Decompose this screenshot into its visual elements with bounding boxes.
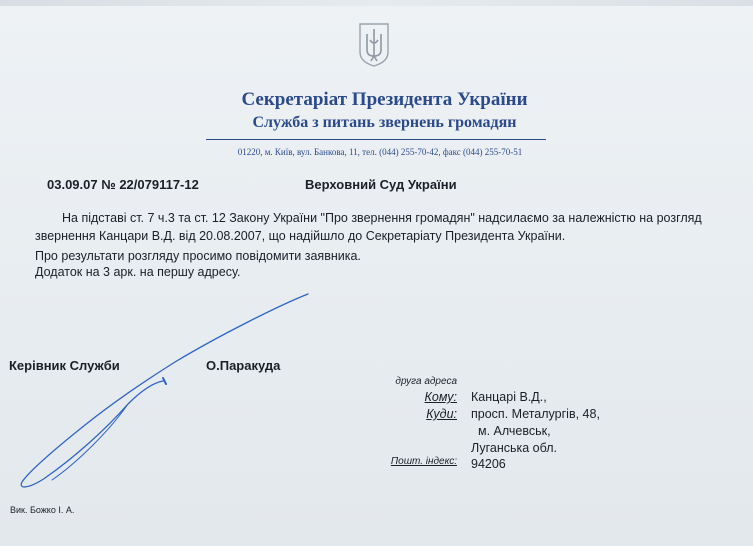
organization-title: Секретаріат Президента України — [241, 89, 528, 110]
addressee: Верховний Суд України — [305, 177, 457, 192]
second-address-caption: друга адреса — [395, 376, 457, 387]
recipient-label: Кому: — [424, 390, 457, 404]
body-paragraph-1-line-1: На підставі ст. 7 ч.3 та ст. 12 Закону України "Про звернення громадян" надсилаємо за належністю на розгляд — [62, 211, 702, 225]
destination-label: Куди: — [426, 407, 457, 421]
service-title: Служба з питань звернень громадян — [252, 114, 517, 131]
postal-code-label: Пошт. індекс: — [390, 456, 457, 467]
document-reference: 03.09.07 № 22/079117-12 — [47, 177, 199, 192]
recipient-street: просп. Металургів, 48, — [471, 407, 600, 421]
recipient-region: Луганська обл. — [471, 441, 557, 455]
recipient-name: Канцарі В.Д., — [471, 390, 547, 404]
body-paragraph-2: Про результати розгляду просимо повідомити заявника. — [35, 249, 361, 263]
recipient-city: м. Алчевськ, — [478, 424, 551, 438]
signatory-title: Керівник Служби — [9, 358, 120, 373]
recipient-postal-code: 94206 — [471, 457, 506, 471]
executor-note: Вик. Божко І. А. — [10, 505, 75, 515]
body-paragraph-1-line-2: звернення Канцари В.Д. від 20.08.2007, що надійшло до Секретаріату Президента України. — [35, 229, 566, 243]
signatory-name: О.Паракуда — [206, 358, 281, 373]
letterhead-address: 01220, м. Київ, вул. Банкова, 11, тел. (044) 255-70-42, факс (044) 255-70-51 — [237, 147, 523, 157]
body-paragraph-3: Додаток на 3 арк. на першу адресу. — [35, 265, 241, 279]
